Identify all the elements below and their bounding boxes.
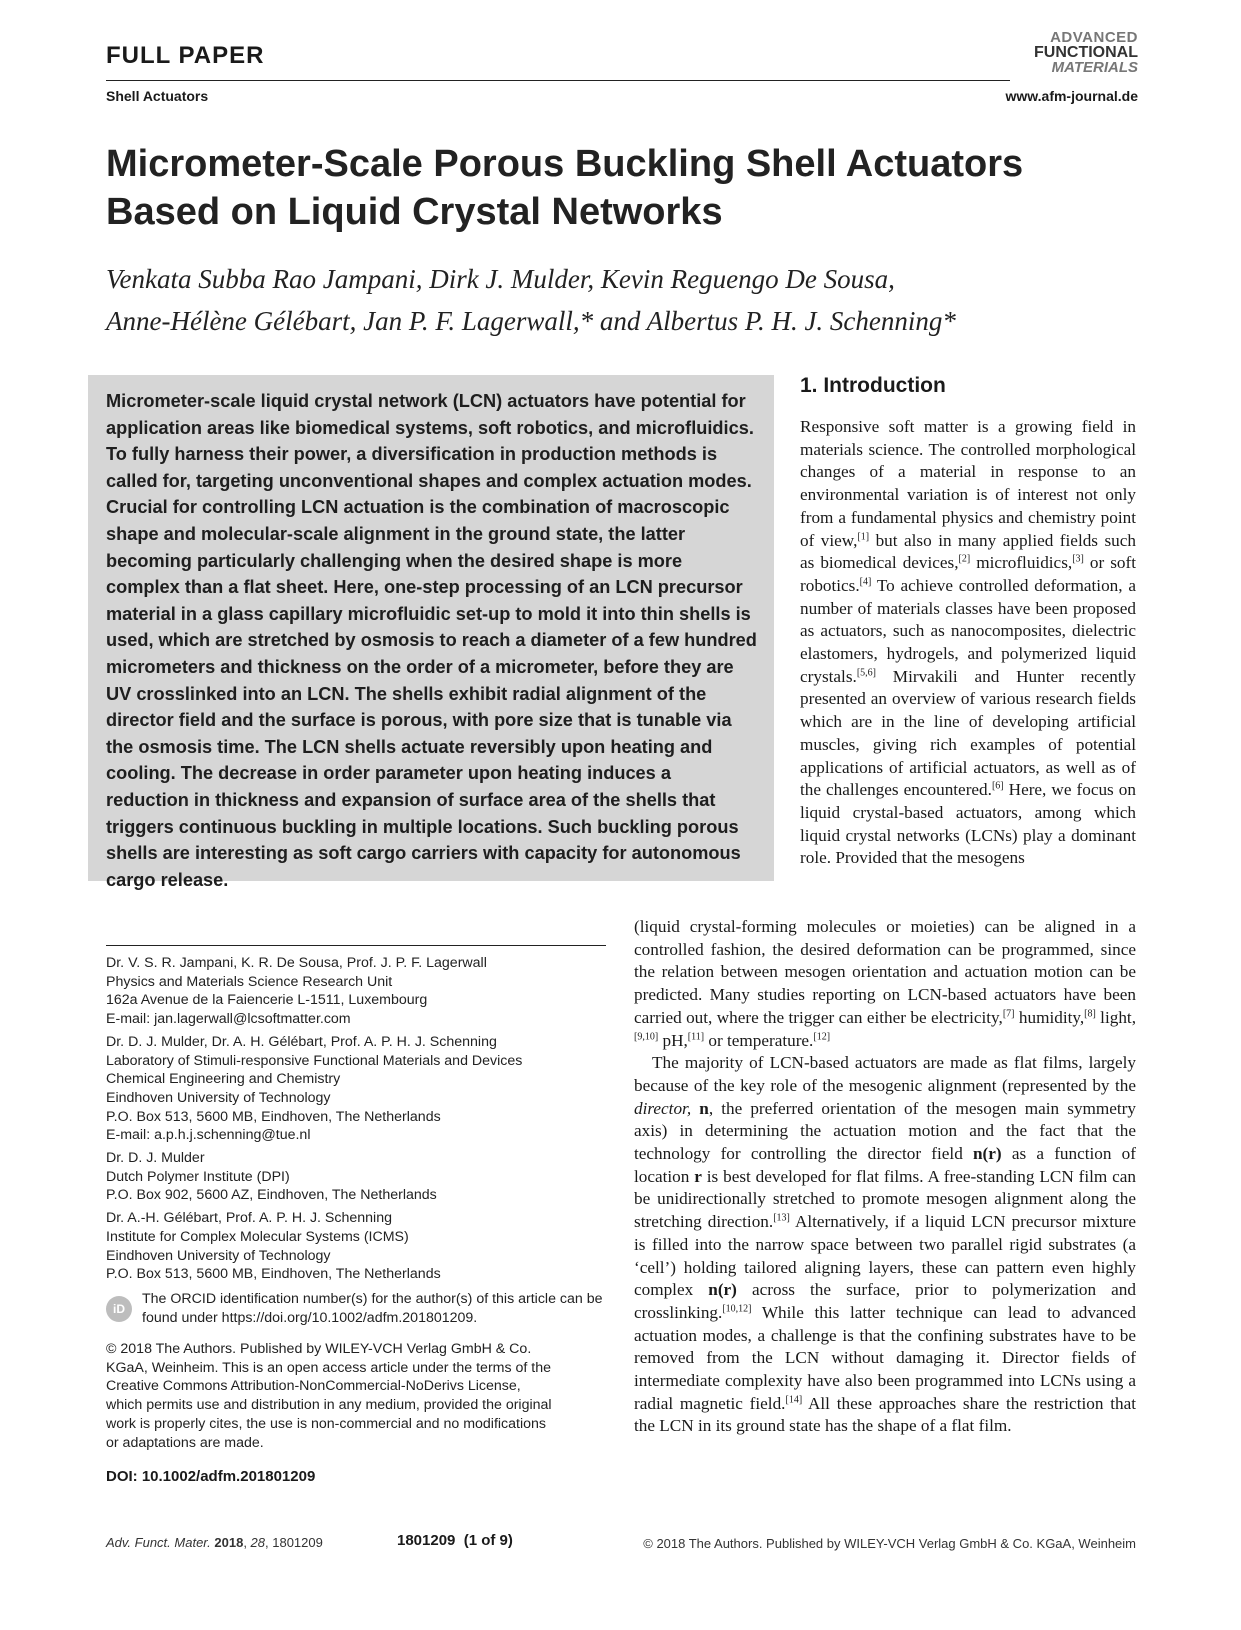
author-list: [106, 258, 1136, 342]
license-line: or adaptations are made.: [106, 1434, 264, 1451]
affiliation-line: Eindhoven University of Technology: [106, 1089, 331, 1106]
affiliation-line: Chemical Engineering and Chemistry: [106, 1071, 341, 1088]
license-line: Creative Commons Attribution-NonCommercial-NoDerivs License,: [106, 1378, 521, 1395]
footer-journal-citation: Adv. Funct. Mater. 2018, 28, 1801209: [106, 1535, 323, 1550]
affiliations-block: [106, 954, 606, 1288]
affiliation-line: P.O. Box 513, 5600 MB, Eindhoven, The Netherlands: [106, 1108, 441, 1125]
journal-url-link[interactable]: www.afm-journal.de: [1005, 88, 1138, 104]
affiliation-line: Dutch Polymer Institute (DPI): [106, 1168, 290, 1185]
intro-paragraph-column-right: [800, 416, 1136, 870]
affiliation-line: P.O. Box 902, 5600 AZ, Eindhoven, The Netherlands: [106, 1187, 437, 1204]
email-link[interactable]: E-mail: jan.lagerwall@lcsoftmatter.com: [106, 1011, 351, 1028]
journal-logo-line-1: ADVANCED: [1050, 29, 1138, 46]
author-line: Venkata Subba Rao Jampani, Dirk J. Mulder, Kevin Reguengo De Sousa,: [106, 264, 895, 294]
affiliation-line: Institute for Complex Molecular Systems (ICMS): [106, 1228, 409, 1245]
citation[interactable]: [3]: [1072, 553, 1084, 565]
license-line: © 2018 The Authors. Published by WILEY-VCH Verlag GmbH & Co.: [106, 1341, 532, 1357]
intro-paragraph-1-start: Responsive soft matter is a growing field in materials science. The controlled morphological changes of a material in response to an environmental variation is of interest not only from a fundamental physics and chemistry point of view,[1] but also in many applied fields such as biomedical devices,[2] microfluidics,[3] or soft robotics.[4] To achieve controlled deformation, a number of materials classes have been proposed as actuators, such as nanocomposites, dielectric elastomers, hydrogels, and polymerized liquid crystals.[5,6] Mirvakili and Hunter recently presented an overview of various research fields which are in the line of developing artificial muscles, giving rich examples of potential applications of artificial actuators, as well as of the challenges encountered.[6] Here, we focus on liquid crystal-based actuators, among which liquid crystal networks (LCNs) play a dominant role. Provided that the mesogens: [800, 417, 1136, 868]
intro-paragraph-2: The majority of LCN-based actuators are made as flat films, largely because of the key role of the mesogenic alignment (represented by the director, n, the preferred orientation of the mesogen main symmetry axis) in determining the actuation motion and the fact that the technology for controlling the director field n(r) as a function of location r is best developed for flat films. A free-standing LCN film can be unidirectionally stretched to promote mesogen alignment along the stretching direction.[13] Alternatively, if a liquid LCN precursor mixture is filled into the narrow space between two parallel rigid substrates (a ‘cell’) holding tailored aligning layers, these can pattern even highly complex n(r) across the surface, prior to polymerization and crosslinking.[10,12] While this latter technique can lead to advanced actuation modes, a challenge is that the confining substrates have to be removed from the LCN without damaging it. Director fields of intermediate complexity have also been programmed into LCNs using a radial magnetic field.[14] All these approaches share the restriction that the LCN in its ground state has the shape of a flat film.: [634, 1053, 1136, 1436]
citation[interactable]: [9,10]: [634, 1030, 659, 1042]
citation[interactable]: [2]: [958, 553, 971, 565]
article-title: Micrometer-Scale Porous Buckling Shell Actuators Based on Liquid Crystal Networks: [106, 143, 1024, 233]
affiliation-line: Dr. V. S. R. Jampani, K. R. De Sousa, Prof. J. P. F. Lagerwall: [106, 955, 487, 971]
affiliation-line: Dr. A.-H. Gélébart, Prof. A. P. H. J. Schenning: [106, 1210, 392, 1227]
doi-link[interactable]: DOI: 10.1002/adfm.201801209: [106, 1468, 316, 1485]
journal-logo-line-2: FUNCTIONAL: [1034, 44, 1138, 61]
license-line: KGaA, Weinheim. This is an open access article under the terms of the: [106, 1359, 552, 1376]
footer-copyright: © 2018 The Authors. Published by WILEY-VCH Verlag GmbH & Co. KGaA, Weinheim: [643, 1536, 1136, 1551]
article-type-label: FULL PAPER: [106, 42, 265, 69]
affiliation-line: 162a Avenue de la Faiencerie L-1511, Luxembourg: [106, 992, 428, 1009]
journal-logo-line-3: MATERIALS: [1051, 59, 1138, 76]
citation[interactable]: [7]: [1002, 1008, 1015, 1020]
section-label: Shell Actuators: [106, 88, 209, 104]
affiliation-line: Dr. D. J. Mulder: [106, 1150, 205, 1167]
affiliation-line: Physics and Materials Science Research Unit: [106, 973, 393, 990]
affiliation-line: Eindhoven University of Technology: [106, 1247, 331, 1264]
affiliation-group: [106, 1033, 606, 1145]
introduction-heading: 1. Introduction: [800, 374, 946, 397]
license-line: work is properly cites, the use is non-commercial and no modifications: [106, 1415, 546, 1432]
citation[interactable]: [8]: [1084, 1008, 1096, 1020]
citation[interactable]: [1]: [857, 530, 870, 542]
journal-logo: [1014, 30, 1138, 75]
license-notice: [106, 1340, 606, 1452]
affiliation-group: [106, 1209, 606, 1284]
orcid-icon: iD: [106, 1296, 132, 1322]
citation[interactable]: [13]: [773, 1212, 790, 1224]
affiliation-group: [106, 1149, 606, 1205]
citation[interactable]: [6]: [991, 780, 1004, 792]
orcid-note[interactable]: The ORCID identification number(s) for the author(s) of this article can be found under https://doi.org/10.1002/adfm.201801209.: [142, 1291, 603, 1326]
email-link[interactable]: E-mail: a.p.h.j.schenning@tue.nl: [106, 1127, 311, 1144]
citation[interactable]: [14]: [785, 1394, 803, 1406]
footer-page-number: 1801209 (1 of 9): [397, 1532, 513, 1549]
affiliation-line: P.O. Box 513, 5600 MB, Eindhoven, The Netherlands: [106, 1266, 441, 1283]
affiliations-divider: [106, 945, 606, 946]
citation[interactable]: [11]: [687, 1030, 705, 1042]
affiliation-line: Laboratory of Stimuli-responsive Functional Materials and Devices: [106, 1052, 523, 1069]
affiliation-group: [106, 954, 606, 1029]
citation[interactable]: [4]: [859, 576, 872, 588]
intro-paragraph-1-continued: (liquid crystal-forming molecules or moieties) can be aligned in a controlled fashion, the desired deformation can be programmed, since the relation between mesogen orientation and actuation motion can be predicted. Many studies reporting on LCN-based actuators have been carried out, where the trigger can either be electricity,[7] humidity,[8] light,[9,10] pH,[11] or temperature.[12]: [634, 917, 1136, 1050]
affiliation-line: Dr. D. J. Mulder, Dr. A. H. Gélébart, Prof. A. P. H. J. Schenning: [106, 1033, 497, 1050]
citation[interactable]: [12]: [813, 1030, 831, 1042]
header-divider: [106, 80, 1010, 81]
author-line: Anne-Hélène Gélébart, Jan P. F. Lagerwall,* and Albertus P. H. J. Schenning*: [106, 306, 956, 336]
license-line: which permits use and distribution in any medium, provided the original: [106, 1397, 552, 1414]
intro-paragraph-column-main: [634, 916, 1136, 1438]
citation[interactable]: [5,6]: [856, 667, 876, 678]
citation[interactable]: [10,12]: [722, 1303, 752, 1315]
abstract-text: Micrometer-scale liquid crystal network (LCN) actuators have potential for application areas like biomedical systems, soft robotics, and microfluidics. To fully harness their power, a diversification in production methods is called for, targeting unconventional shapes and complex actuation modes. Crucial for controlling LCN actuation is the combination of macroscopic shape and molecular-scale alignment in the ground state, the latter becoming particularly challenging when the desired shape is more complex than a flat sheet. Here, one-step processing of an LCN precursor material in a glass capillary microfluidic set-up to mold it into thin shells is used, which are stretched by osmosis to reach a diameter of a few hundred micrometers and thickness on the order of a micrometer, before they are UV crosslinked into an LCN. The shells exhibit radial alignment of the director field and the surface is porous, with pore size that is tunable via the osmosis time. The LCN shells actuate reversibly upon heating and cooling. The decrease in order parameter upon heating induces a reduction in thickness and expansion of surface area of the shells that triggers continuous buckling in multiple locations. Such buckling porous shells are interesting as soft cargo carriers with capacity for autonomous cargo release.: [106, 391, 757, 890]
